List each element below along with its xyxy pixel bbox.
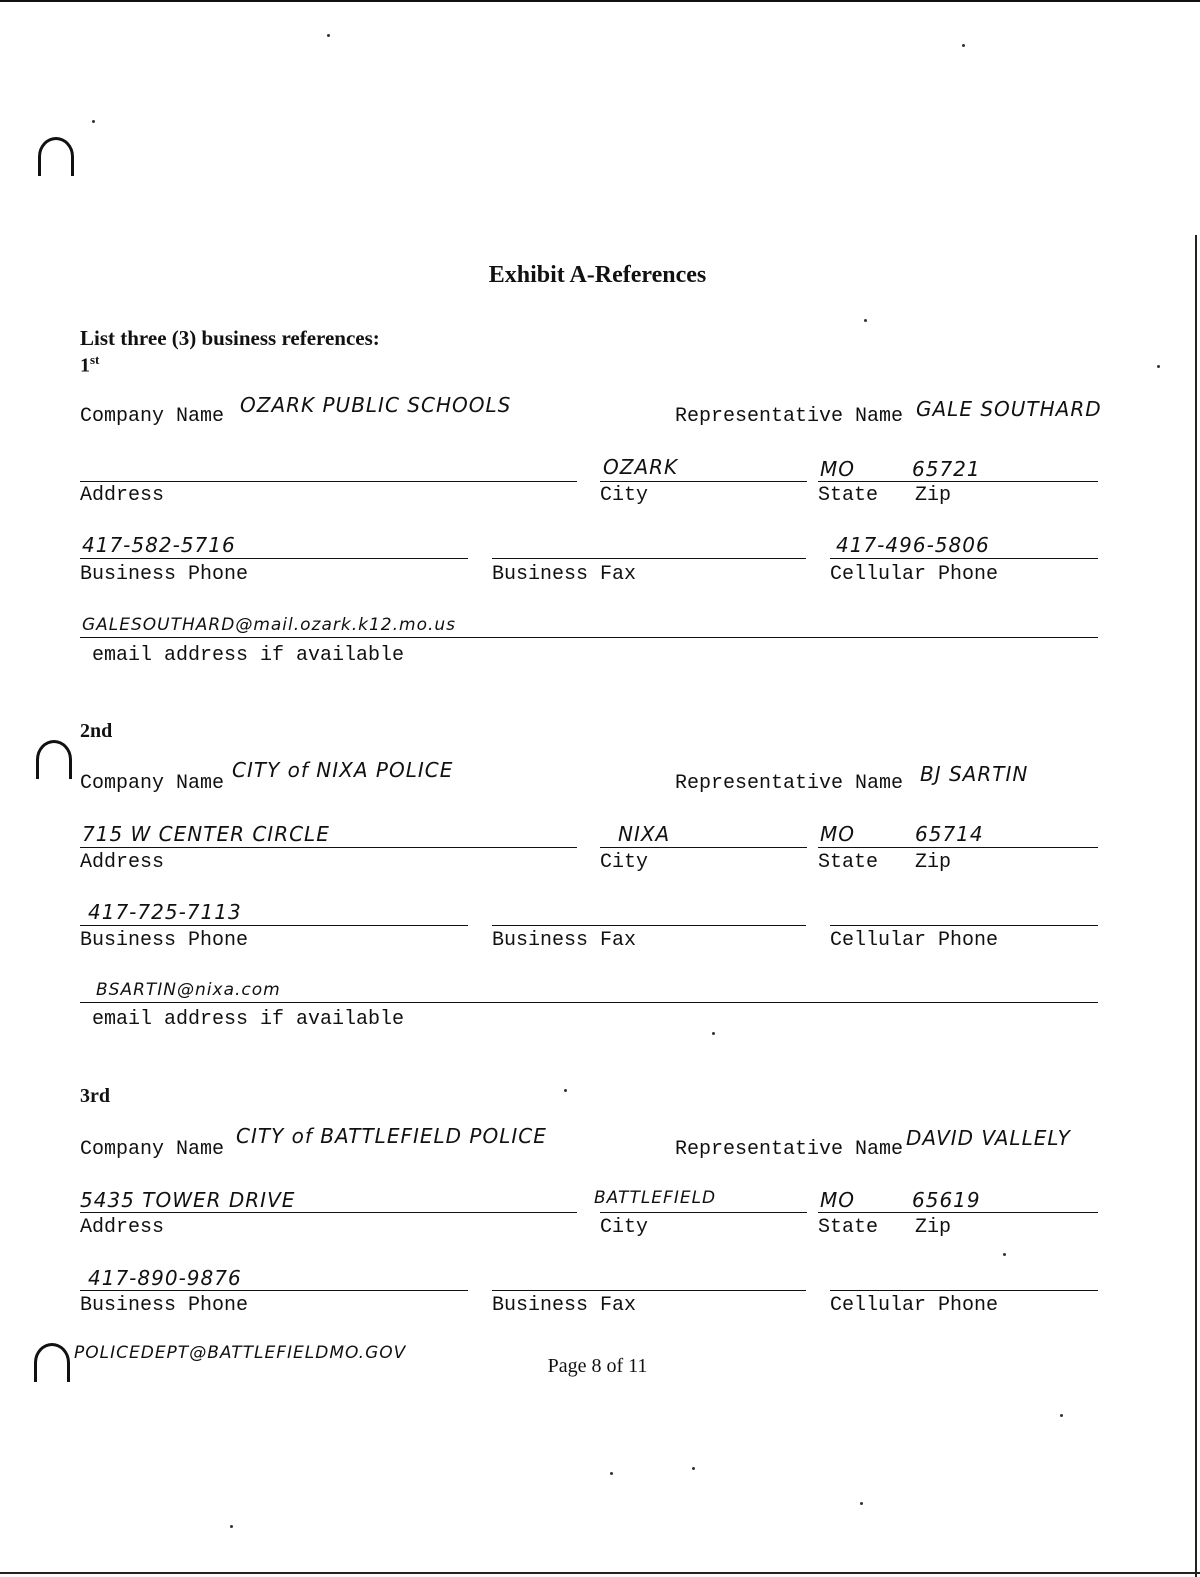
reference-1-ordinal: 1st (80, 352, 100, 377)
reference-2-email: BSARTIN@nixa.com (96, 980, 281, 1000)
reference-1-city: OZARK (603, 455, 679, 479)
reference-2-representative-name: BJ SARTIN (920, 762, 1029, 786)
zip-label: Zip (915, 484, 952, 507)
page-edge-right (1195, 235, 1197, 1577)
scan-speck (692, 1467, 695, 1470)
reference-2-business-fax-line (492, 925, 806, 926)
business-fax-label: Business Fax (492, 929, 637, 952)
document-title: Exhibit A-References (488, 262, 707, 288)
city-label: City (600, 851, 649, 874)
reference-2-city: NIXA (618, 822, 671, 846)
business-phone-label: Business Phone (80, 929, 249, 952)
cellular-phone-label: Cellular Phone (830, 563, 999, 586)
reference-3-company-name: CITY of BATTLEFIELD POLICE (236, 1124, 547, 1148)
page-edge-top (0, 0, 1200, 2)
reference-1-address-line (80, 481, 577, 482)
reference-1-business-phone: 417-582-5716 (82, 533, 236, 557)
scan-speck (92, 120, 95, 123)
representative-name-label: Representative Name (675, 772, 904, 795)
reference-1-business-fax-line (492, 558, 806, 559)
reference-3-cellular-phone-line (830, 1290, 1098, 1291)
city-label: City (600, 1216, 649, 1239)
page-edge-bottom (0, 1572, 1200, 1574)
representative-name-label: Representative Name (675, 1138, 904, 1161)
reference-1-email: GALESOUTHARD@mail.ozark.k12.mo.us (82, 615, 457, 635)
reference-2-business-phone: 417-725-7113 (88, 900, 242, 924)
reference-2-state: MO (820, 822, 855, 846)
reference-1-cellular-phone-line (830, 558, 1098, 559)
reference-2-address-line (80, 847, 577, 848)
references-instruction: List three (3) business references: (80, 326, 380, 350)
zip-label: Zip (915, 851, 952, 874)
reference-2-city-line (600, 847, 807, 848)
representative-name-label: Representative Name (675, 405, 904, 428)
punch-hole-top (38, 137, 74, 176)
reference-1-company-name: OZARK PUBLIC SCHOOLS (240, 393, 512, 417)
reference-3-city-line (600, 1212, 807, 1213)
reference-2-ordinal: 2nd (80, 720, 113, 742)
reference-1-representative-name: GALE SOUTHARD (916, 397, 1102, 421)
scan-speck (962, 44, 965, 47)
state-label: State (818, 1216, 879, 1239)
scan-speck (1003, 1253, 1006, 1256)
reference-3-address: 5435 TOWER DRIVE (80, 1188, 296, 1212)
address-label: Address (80, 851, 165, 874)
email-label: email address if available (92, 644, 405, 667)
reference-2-cellular-phone-line (830, 925, 1098, 926)
scan-speck (327, 34, 330, 37)
reference-1-zip: 65721 (912, 457, 981, 481)
email-label: email address if available (92, 1008, 405, 1031)
reference-3-state: MO (820, 1188, 855, 1212)
reference-3-state-zip-line (818, 1212, 1098, 1213)
reference-1-cellular-phone: 417-496-5806 (836, 533, 990, 557)
scan-speck (564, 1089, 567, 1092)
reference-1-business-phone-line (80, 558, 468, 559)
reference-3-address-line (80, 1212, 577, 1213)
city-label: City (600, 484, 649, 507)
reference-2-email-line (80, 1002, 1098, 1003)
reference-2-zip: 65714 (915, 822, 984, 846)
reference-3-ordinal: 3rd (80, 1085, 110, 1107)
punch-hole-middle (36, 740, 72, 779)
scan-speck (1157, 365, 1160, 368)
reference-2-address: 715 W CENTER CIRCLE (82, 822, 330, 846)
address-label: Address (80, 1216, 165, 1239)
reference-3-zip: 65619 (912, 1188, 981, 1212)
reference-3-business-fax-line (492, 1290, 806, 1291)
reference-2-company-name: CITY of NIXA POLICE (232, 758, 454, 782)
scan-speck (610, 1472, 613, 1475)
company-name-label: Company Name (80, 772, 225, 795)
business-phone-label: Business Phone (80, 563, 249, 586)
scan-speck (864, 319, 867, 322)
scan-speck (230, 1525, 233, 1528)
company-name-label: Company Name (80, 405, 225, 428)
cellular-phone-label: Cellular Phone (830, 1294, 999, 1317)
state-label: State (818, 484, 879, 507)
page-number: Page 8 of 11 (547, 1355, 648, 1377)
address-label: Address (80, 484, 165, 507)
reference-3-business-phone: 417-890-9876 (88, 1266, 242, 1290)
scan-speck (712, 1032, 715, 1035)
cellular-phone-label: Cellular Phone (830, 929, 999, 952)
reference-1-state-zip-line (818, 481, 1098, 482)
business-phone-label: Business Phone (80, 1294, 249, 1317)
business-fax-label: Business Fax (492, 563, 637, 586)
reference-1-state: MO (820, 457, 855, 481)
business-fax-label: Business Fax (492, 1294, 637, 1317)
scan-speck (1060, 1414, 1063, 1417)
scan-speck (860, 1502, 863, 1505)
reference-3-city: BATTLEFIELD (594, 1188, 717, 1208)
reference-2-business-phone-line (80, 925, 468, 926)
reference-2-state-zip-line (818, 847, 1098, 848)
reference-3-representative-name: DAVID VALLELY (906, 1126, 1071, 1150)
reference-3-email: POLICEDEPT@BATTLEFIELDMO.GOV (74, 1343, 407, 1363)
reference-3-business-phone-line (80, 1290, 468, 1291)
state-label: State (818, 851, 879, 874)
company-name-label: Company Name (80, 1138, 225, 1161)
reference-1-city-line (600, 481, 807, 482)
reference-1-email-line (80, 637, 1098, 638)
zip-label: Zip (915, 1216, 952, 1239)
